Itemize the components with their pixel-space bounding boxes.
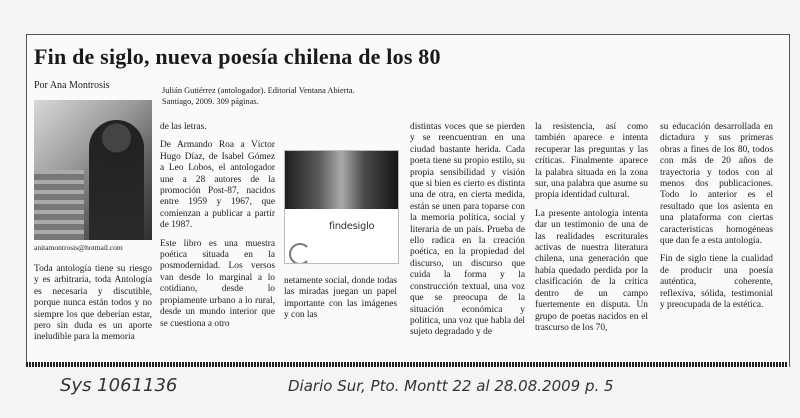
column-2-p3: Este libro es una muestra poética situada en la posmodernidad. Los versos van desde lo marginal a lo cotidiano, desde lo propiamente urbano a lo rural, desde un mundo interior que se cuestiona a otro [160, 238, 275, 329]
cover-photo [285, 151, 398, 209]
author-photo [34, 100, 152, 240]
column-2-p1: de las letras. [160, 122, 207, 132]
cover-logo: findesiglo [329, 221, 375, 232]
photo-figure [89, 120, 144, 240]
column-2-p2: De Armando Roa a Víctor Hugo Díaz, de Isabel Gómez a Leo Lobos, el antologador une a 28 autores de la promoción Post-87, nacidos entre 1959 y 1967, que comienzan a publicar a partir de 1987. [160, 140, 275, 231]
column-1 [34, 264, 152, 351]
column-4-text: distintas voces que se pierden y se reencuentran en una ciudad bastante herida. Cada poeta tiene su propio estilo, su propia sensibilidad y visión que si bien es cierto es distinta una de otra, en cierta medida, están se unen para toparse con la memoria política, social y literaria de un país. Prueba de ello radica en la creación poética, en la propiedad del discurso, un discurso que cuida la forma y la construcción textual, una voz que se preocupa de la situación económica y política, una voz que habla del sujeto degradado y de [410, 122, 525, 338]
book-credit: Julián Gutiérrez (antologador). Editorial Ventana Abierta. Santiago, 2009. 309 páginas. [162, 86, 355, 106]
column-6-p1: su educación desarrollada en dictadura y sus primeras obras a fines de los 80, todos con más de 20 años de trayectoria y todos con al menos dos publicaciones. Todo lo anterior es el resultado que los asienta en una plataforma con ciertas características homogéneas que dan fe a esta antología. [660, 122, 773, 247]
column-5-p1: la resistencia, así como también aparece e intenta recuperar las preguntas y las críticas. Finalmente aparece la palabra situada en la zona sur, una palabra que asume su propia identidad cultural. [535, 122, 648, 201]
handwritten-sys-number: Sys 1061136 [60, 375, 178, 396]
headline: Fin de siglo, nueva poesía chilena de los 80 [34, 44, 441, 69]
photo-building [34, 170, 84, 240]
column-6 [660, 122, 773, 319]
handwritten-source: Diario Sur, Pto. Montt 22 al 28.08.2009 p. 5 [288, 377, 614, 395]
dotted-rule [26, 362, 788, 367]
column-5-p2: La presente antología intenta dar un testimonio de una de las realidades escriturales activas de nuestra literatura chilena, una generación que había quedado perdida por la clasificación de la crítica dentro de un campo fuertemente en disputa. Un grupo de poetas nacidos en el trascurso de los 70, [535, 208, 648, 333]
column-1-text: Toda antología tiene su riesgo y es arbitraria, toda Antología es necesaria y discutible, porque nunca están todos y no siempre los que deberían estar, pero sin duda es un aporte ineludible para la memoria [34, 264, 152, 343]
column-3 [284, 276, 397, 329]
book-cover-image [284, 150, 399, 264]
column-3-text: netamente social, donde todas las miradas juegan un papel importante con las imágenes y con las [284, 276, 397, 321]
column-2 [160, 122, 275, 337]
column-4 [410, 122, 525, 346]
byline: Por Ana Montrosis [34, 80, 110, 91]
column-5 [535, 122, 648, 341]
cover-mark-icon [289, 243, 311, 264]
author-email: anitamontrosis@hotmail.com [34, 243, 123, 252]
column-6-p2: Fin de siglo tiene la cualidad de producir una poesía auténtica, coherente, reflexiva, sólida, testimonial y preocupada de la estética. [660, 254, 773, 311]
